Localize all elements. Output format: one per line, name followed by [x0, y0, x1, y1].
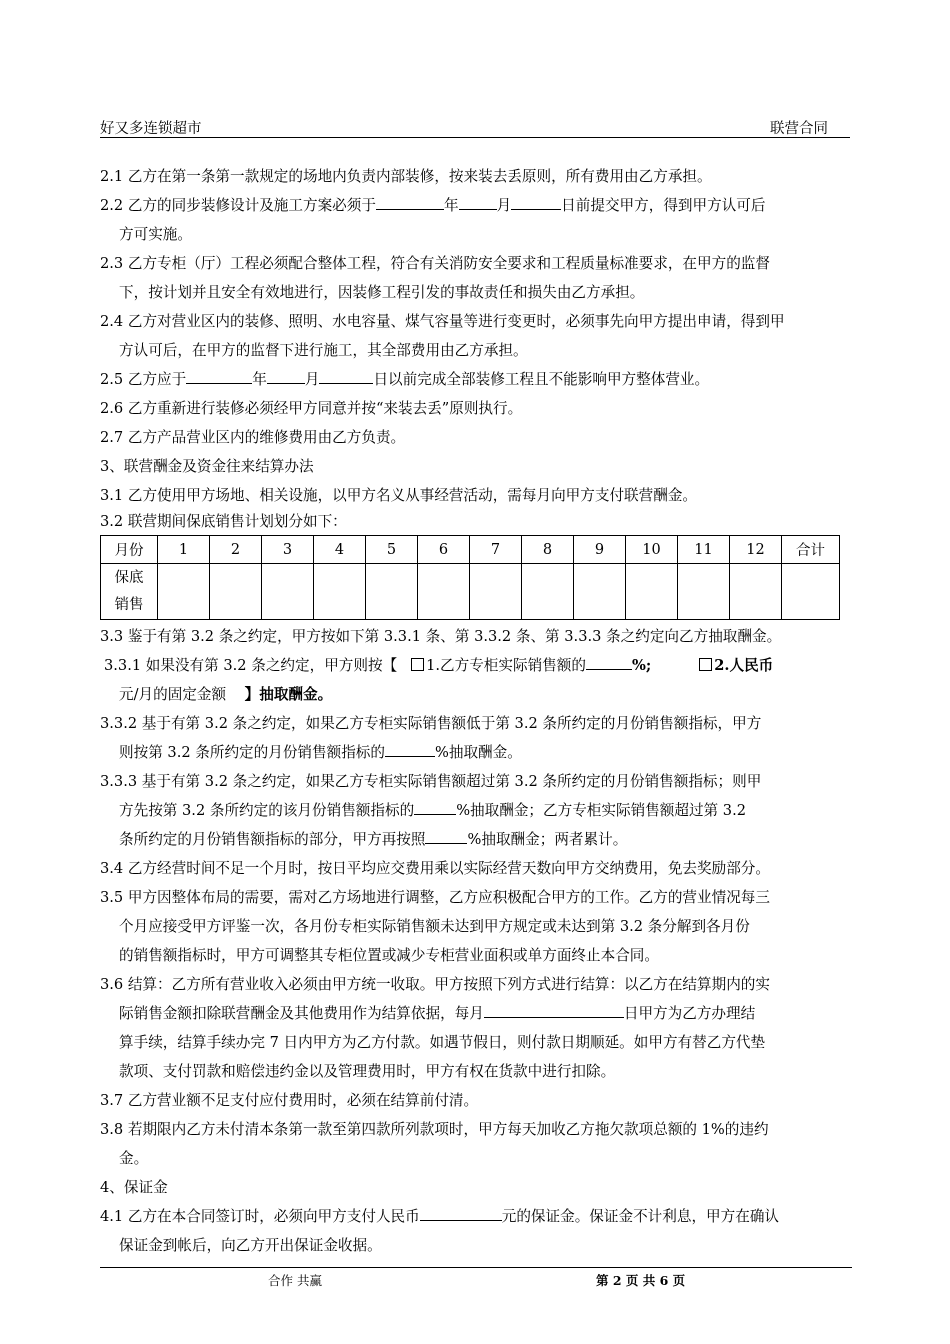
clause-3-4: 3.4 乙方经营时间不足一个月时，按日平均应交费用乘以实际经营天数向甲方交纳费用，免去奖励部分。: [100, 860, 770, 877]
clause-2-3-cont: 下，按计划并且安全有效地进行，因装修工程引发的事故责任和损失由乙方承担。: [119, 284, 645, 301]
clause-text: %抽取酬金。: [435, 744, 522, 761]
month-cell: 9: [574, 536, 626, 564]
clause-text: 条所约定的月份销售额指标的部分，甲方再按照: [119, 831, 426, 848]
sales-cell[interactable]: [158, 564, 210, 620]
row-label-line: 销售: [114, 596, 144, 613]
option-2-checkbox[interactable]: [699, 658, 712, 671]
blank-year[interactable]: [376, 194, 444, 210]
sales-plan-table: [100, 535, 840, 620]
blank-day[interactable]: [484, 1002, 624, 1018]
clause-3-3: 3.3 鉴于有第 3.2 条之约定，甲方按如下第 3.3.1 条、第 3.3.2 条、第 3.3.3 条之约定向乙方抽取酬金。: [100, 628, 782, 645]
clause-text: 元/月的固定金额: [119, 686, 227, 703]
clause-text: %抽取酬金；两者累计。: [467, 831, 628, 848]
clause-3-6-cont: 款项、支付罚款和赔偿违约金以及管理费用时，甲方有权在货款中进行扣除。: [119, 1063, 616, 1080]
total-label-cell: 合计: [782, 536, 840, 564]
clause-3-6-cont: 算手续，结算手续办完 7 日内甲方为乙方付款。如遇节假日，则付款日期顺延。如甲方有替乙方代垫: [119, 1034, 766, 1051]
clause-text: 年: [443, 197, 459, 214]
blank-percent[interactable]: [586, 654, 632, 670]
month-cell: 2: [210, 536, 262, 564]
option-1-checkbox[interactable]: [411, 658, 424, 671]
blank-percent[interactable]: [414, 799, 456, 815]
clause-text: 1.乙方专柜实际销售额的: [426, 657, 586, 674]
clause-3-8: 3.8 若期限内乙方未付清本条第一款至第四款所列款项时，甲方每天加收乙方拖欠款项总额的 1%的违约: [100, 1121, 769, 1138]
clause-3-5: 3.5 甲方因整体布局的需要，需对乙方场地进行调整，乙方应积极配合甲方的工作。乙方的营业情况每三: [100, 889, 770, 906]
clause-2-4-cont: 方认可后，在甲方的监督下进行施工，其全部费用由乙方承担。: [119, 342, 528, 359]
clause-2-2: [100, 191, 852, 220]
footer-divider: [100, 1267, 852, 1268]
page-number: 第 2 页 共 6 页: [596, 1273, 686, 1288]
header-doc-title: 联营合同: [770, 121, 828, 137]
clause-3-3-3-cont: [100, 796, 852, 825]
clause-2-3: 2.3 乙方专柜（厅）工程必须配合整体工程，符合有关消防安全要求和工程质量标准要求，在甲方的监督: [100, 255, 770, 272]
clause-3-7: 3.7 乙方营业额不足支付应付费用时，必须在结算前付清。: [100, 1092, 479, 1109]
clause-2-1: 2.1 乙方在第一条第一款规定的场地内负责内部装修，按来装去丢原则，所有费用由乙方承担。: [100, 168, 712, 185]
sales-cell[interactable]: [730, 564, 782, 620]
sales-cell[interactable]: [366, 564, 418, 620]
sales-cell[interactable]: [574, 564, 626, 620]
sales-cell[interactable]: [470, 564, 522, 620]
sales-cell[interactable]: [418, 564, 470, 620]
table-header-row: [101, 536, 840, 564]
clause-text: 际销售金额扣除联营酬金及其他费用作为结算依据，每月: [119, 1005, 484, 1022]
sales-cell[interactable]: [522, 564, 574, 620]
clause-3-3-2-cont: [100, 738, 852, 767]
clause-3-2: 3.2 联营期间保底销售计划划分如下：: [100, 513, 347, 530]
clause-3-1: 3.1 乙方使用甲方场地、相关设施，以甲方名义从事经营活动，需每月向甲方支付联营酬金。: [100, 487, 698, 504]
month-cell: 7: [470, 536, 522, 564]
section-4-heading: 4、保证金: [100, 1179, 168, 1196]
clause-3-5-cont: 的销售额指标时，甲方可调整其专柜位置或减少专柜营业面积或单方面终止本合同。: [119, 947, 659, 964]
clause-text: 3.3.1 如果没有第 3.2 条之约定，甲方则按【: [104, 657, 398, 674]
clause-2-7: 2.7 乙方产品营业区内的维修费用由乙方负责。: [100, 429, 406, 446]
sales-cell[interactable]: [210, 564, 262, 620]
clause-2-2-cont: 方可实施。: [119, 226, 192, 243]
month-cell: 11: [678, 536, 730, 564]
clause-2-5: [100, 365, 852, 394]
month-cell: 8: [522, 536, 574, 564]
blank-percent[interactable]: [425, 828, 467, 844]
clause-4-1-cont: 保证金到帐后，向乙方开出保证金收据。: [119, 1237, 382, 1254]
blank-year[interactable]: [186, 368, 252, 384]
month-cell: 10: [626, 536, 678, 564]
blank-month[interactable]: [267, 368, 305, 384]
sales-cell[interactable]: [678, 564, 730, 620]
clause-3-6-cont: [100, 999, 852, 1028]
clause-4-1: [100, 1202, 852, 1231]
clause-text: %抽取酬金；乙方专柜实际销售额超过第 3.2: [456, 802, 746, 819]
clause-text: 】抽取酬金。: [244, 686, 333, 703]
clause-text: 则按第 3.2 条所约定的月份销售额指标的: [119, 744, 385, 761]
clause-text: 日前提交甲方，得到甲方认可后: [561, 197, 766, 214]
blank-amount[interactable]: [420, 1205, 502, 1221]
clause-2-4: 2.4 乙方对营业区内的装修、照明、水电容量、煤气容量等进行变更时，必须事先向甲方提出申请，得到甲: [100, 313, 785, 330]
clause-text: 2.人民币: [714, 657, 774, 674]
header-company: 好又多连锁超市: [100, 121, 202, 137]
month-label-cell: 月份: [101, 536, 158, 564]
month-cell: 3: [262, 536, 314, 564]
sales-cell[interactable]: [314, 564, 366, 620]
month-cell: 6: [418, 536, 470, 564]
blank-day[interactable]: [511, 194, 561, 210]
sales-cell[interactable]: [262, 564, 314, 620]
clause-text: 2.5 乙方应于: [100, 371, 187, 388]
clause-3-3-2: 3.3.2 基于有第 3.2 条之约定，如果乙方专柜实际销售额低于第 3.2 条所约定的月份销售额指标，甲方: [100, 715, 762, 732]
clause-3-6: 3.6 结算：乙方所有营业收入必须由甲方统一收取。甲方按照下列方式进行结算：以乙方在结算期内的实: [100, 976, 770, 993]
clause-text: 年: [252, 371, 267, 388]
clause-text: 日以前完成全部装修工程且不能影响甲方整体营业。: [373, 371, 710, 388]
section-3-heading: 3、联营酬金及资金往来结算办法: [100, 458, 314, 475]
clause-text: 月: [304, 371, 320, 388]
clause-text: 方先按第 3.2 条所约定的该月份销售额指标的: [119, 802, 415, 819]
blank-month[interactable]: [459, 194, 497, 210]
clause-3-3-1-cont: [100, 680, 852, 709]
month-cell: 4: [314, 536, 366, 564]
sales-cell[interactable]: [626, 564, 678, 620]
blank-day[interactable]: [319, 368, 373, 384]
footer-slogan: 合作 共赢: [268, 1273, 322, 1288]
month-cell: 1: [158, 536, 210, 564]
month-cell: 5: [366, 536, 418, 564]
sales-total-cell[interactable]: [782, 564, 840, 620]
clause-2-6: 2.6 乙方重新进行装修必须经甲方同意并按“来装去丢”原则执行。: [100, 400, 523, 417]
clause-text: 4.1 乙方在本合同签订时，必须向甲方支付人民币: [100, 1208, 420, 1225]
clause-3-3-3: 3.3.3 基于有第 3.2 条之约定，如果乙方专柜实际销售额超过第 3.2 条所约定的月份销售额指标；则甲: [100, 773, 762, 790]
month-cell: 12: [730, 536, 782, 564]
document-body: [100, 162, 852, 1260]
table-sales-row: [101, 564, 840, 620]
clause-3-8-cont: 金。: [119, 1150, 149, 1167]
page-header: [100, 117, 850, 138]
blank-percent[interactable]: [385, 741, 435, 757]
row-label-line: 保底: [114, 569, 144, 586]
clause-3-3-1: [100, 651, 852, 680]
row-label-cell: [101, 564, 158, 620]
clause-text: %;: [631, 657, 652, 674]
clause-3-5-cont: 个月应接受甲方评鉴一次，各月份专柜实际销售额未达到甲方规定或未达到第 3.2 条分解到各月份: [119, 918, 750, 935]
clause-text: 元的保证金。保证金不计利息，甲方在确认: [501, 1208, 780, 1225]
clause-text: 日甲方为乙方办理结: [623, 1005, 756, 1022]
clause-3-3-3-cont: [100, 825, 852, 854]
clause-text: 2.2 乙方的同步装修设计及施工方案必须于: [100, 197, 376, 214]
clause-text: 月: [496, 197, 512, 214]
